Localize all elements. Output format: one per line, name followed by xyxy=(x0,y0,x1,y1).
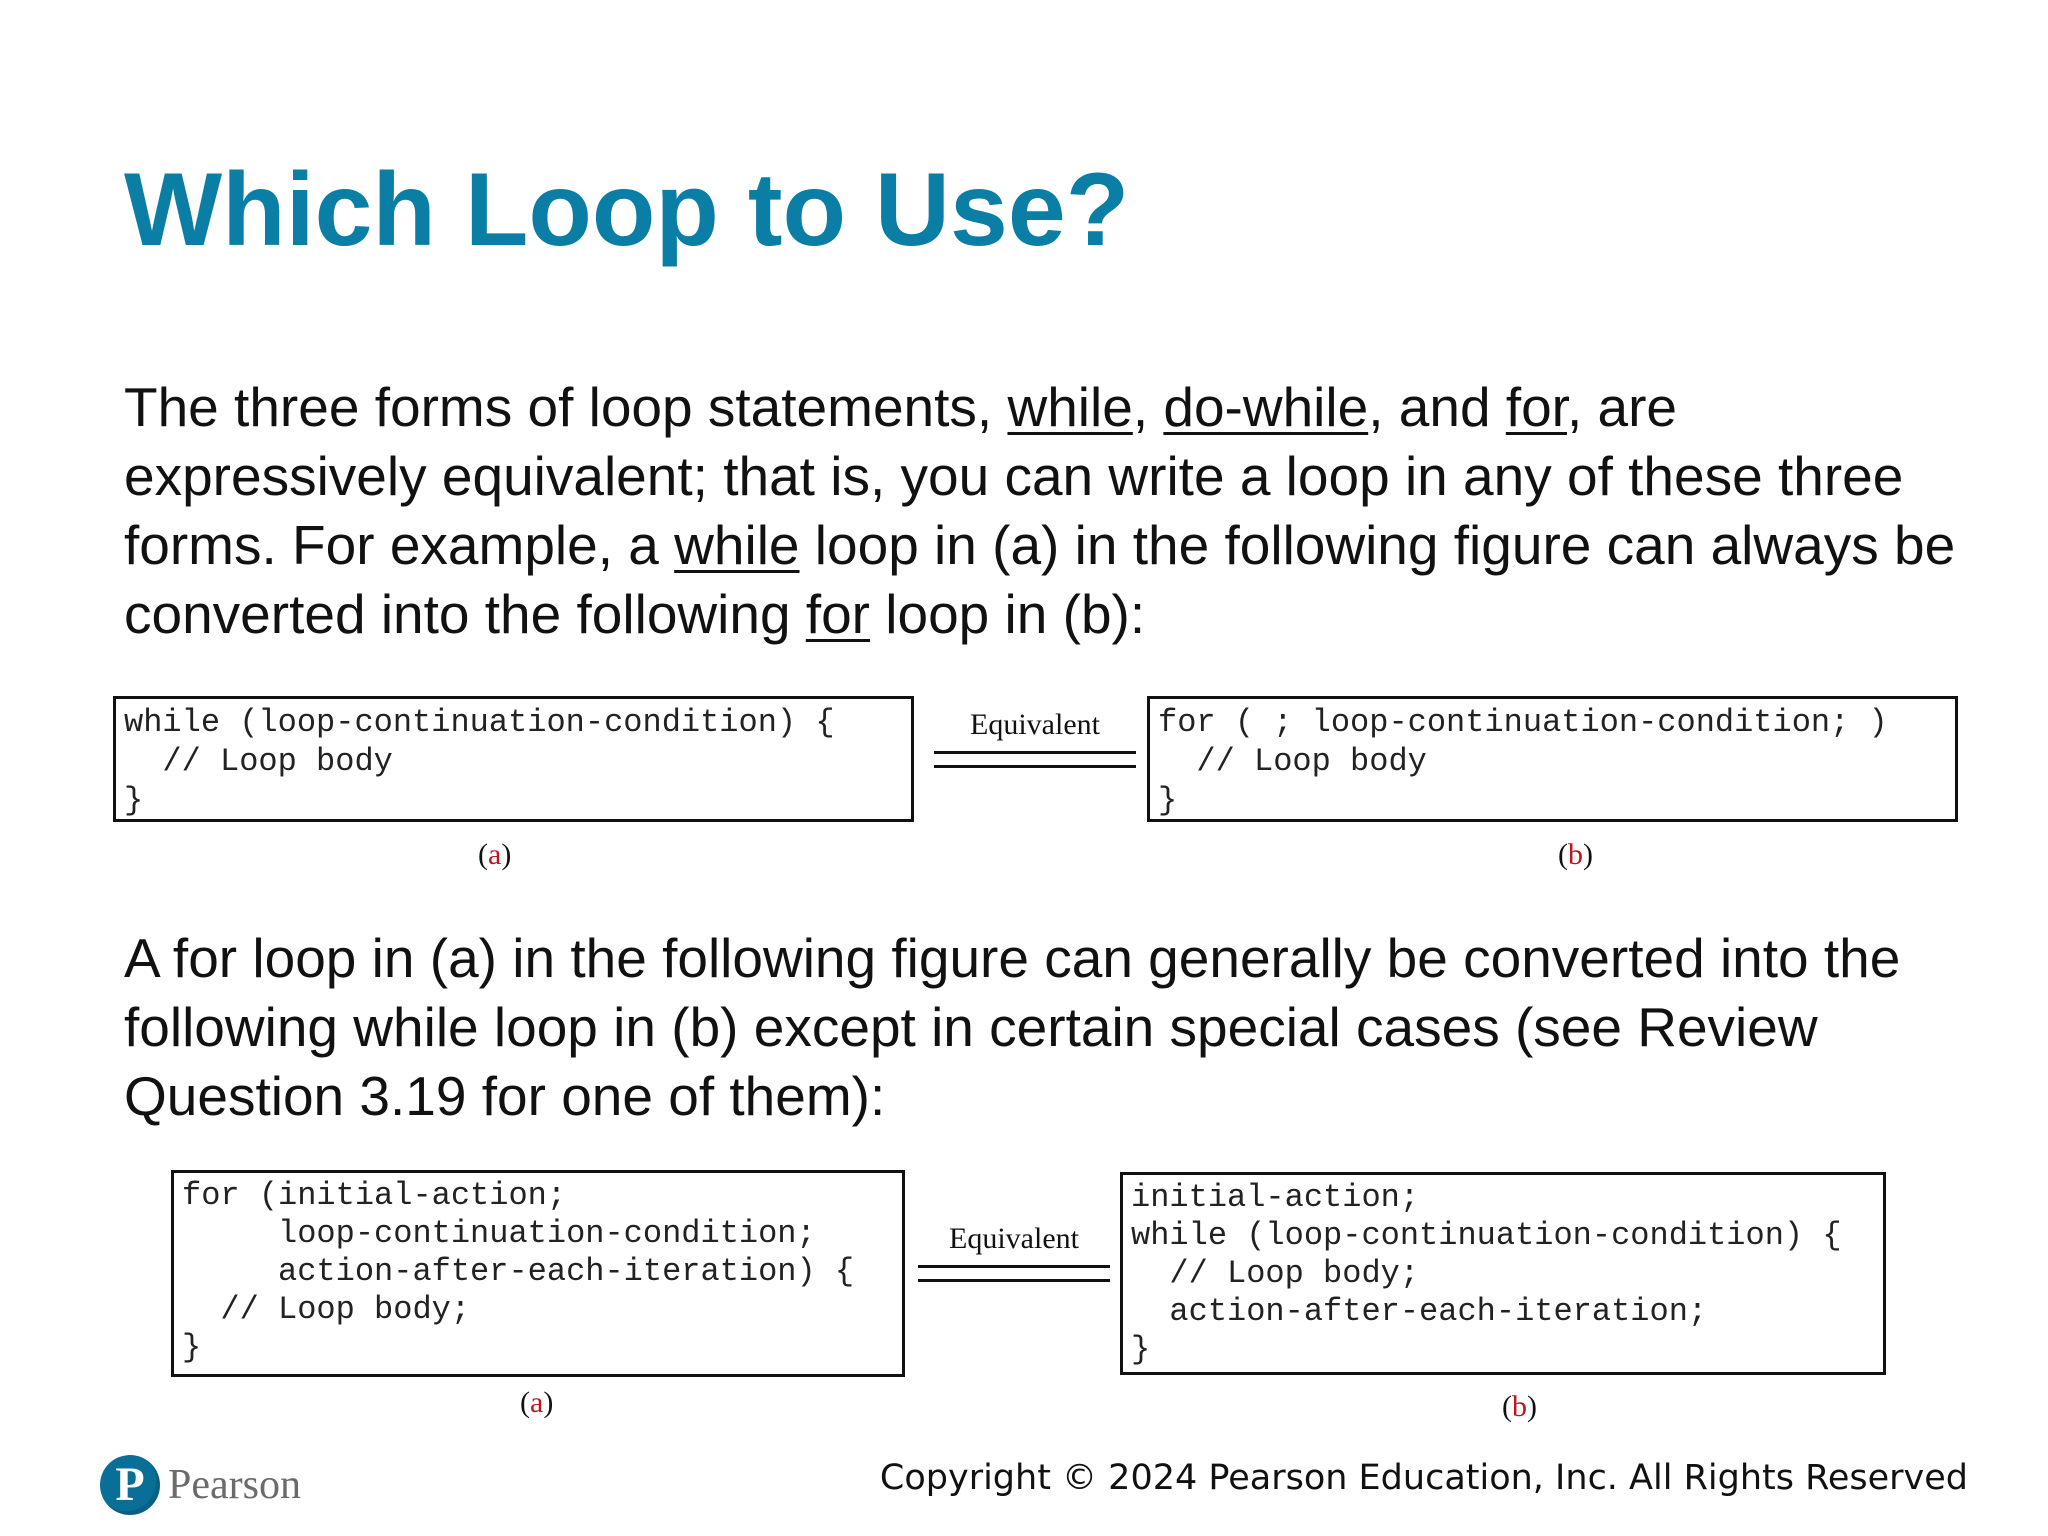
intro-paragraph xyxy=(124,373,1984,649)
equivalent-line-bottom xyxy=(934,765,1136,768)
caption-paren-open: ( xyxy=(1502,1390,1512,1423)
equivalent-line-top xyxy=(918,1265,1110,1268)
slide-title: Which Loop to Use? xyxy=(124,152,1130,268)
caption-letter: a xyxy=(530,1386,544,1419)
code-box-for-a: for (initial-action; loop-continuation-condition; action-after-each-iteration) { // Loop body; } xyxy=(171,1170,905,1377)
pearson-logo xyxy=(100,1450,301,1520)
copyright-notice: Copyright © 2024 Pearson Education, Inc. All Rights Reserved xyxy=(879,1458,1968,1498)
caption-b xyxy=(1502,1390,1537,1424)
caption-paren-close: ) xyxy=(543,1386,554,1419)
equivalent-sign-1 xyxy=(934,708,1136,768)
caption-paren-open: ( xyxy=(478,838,488,871)
caption-paren-close: ) xyxy=(501,838,512,871)
equivalent-sign-2 xyxy=(918,1222,1110,1282)
keyword-while: while xyxy=(1007,376,1133,438)
caption-paren-close: ) xyxy=(1527,1390,1537,1423)
keyword-while-2: while xyxy=(674,514,800,576)
keyword-for: for xyxy=(1505,376,1567,438)
caption-paren-open: ( xyxy=(520,1386,530,1419)
intro-text-3: , and xyxy=(1368,376,1506,438)
intro-text-4: , are expressively equivalent; that is, you can write a loop in any of these three forms. For example, a xyxy=(124,376,1904,576)
intro-text-5: loop in (a) in the following figure can always be converted into the following xyxy=(124,514,1956,645)
second-paragraph: A for loop in (a) in the following figure can generally be converted into the following while loop in (b) except in certain special cases (see Review Question 3.19 for one of them): xyxy=(124,927,1901,1127)
intro-text-1: The three forms of loop statements, xyxy=(124,376,1008,438)
intro-text-2: , xyxy=(1132,376,1164,438)
caption-a xyxy=(478,838,511,872)
code-box-while-b: initial-action; while (loop-continuation-condition) { // Loop body; action-after-each-iteration; } xyxy=(1120,1172,1886,1375)
pearson-wordmark: Pearson xyxy=(168,1462,301,1508)
caption-letter: a xyxy=(488,838,502,871)
intro-text-6: loop in (b): xyxy=(870,583,1146,645)
caption-paren-close: ) xyxy=(1583,838,1593,871)
equivalent-line-bottom xyxy=(918,1279,1110,1282)
equivalent-line-top xyxy=(934,751,1136,754)
code-box-for-b: for ( ; loop-continuation-condition; ) // Loop body } xyxy=(1147,696,1958,822)
caption-a xyxy=(520,1386,553,1420)
caption-letter: b xyxy=(1512,1390,1527,1423)
caption-letter: b xyxy=(1568,838,1583,871)
pearson-p-icon: P xyxy=(100,1455,160,1515)
equivalent-label: Equivalent xyxy=(949,1222,1079,1255)
code-box-while-a: while (loop-continuation-condition) { // Loop body } xyxy=(113,696,914,822)
caption-b xyxy=(1558,838,1593,872)
keyword-for-2: for xyxy=(805,583,870,645)
keyword-do-while: do-while xyxy=(1163,376,1369,438)
caption-paren-open: ( xyxy=(1558,838,1568,871)
equivalent-label: Equivalent xyxy=(970,708,1100,741)
